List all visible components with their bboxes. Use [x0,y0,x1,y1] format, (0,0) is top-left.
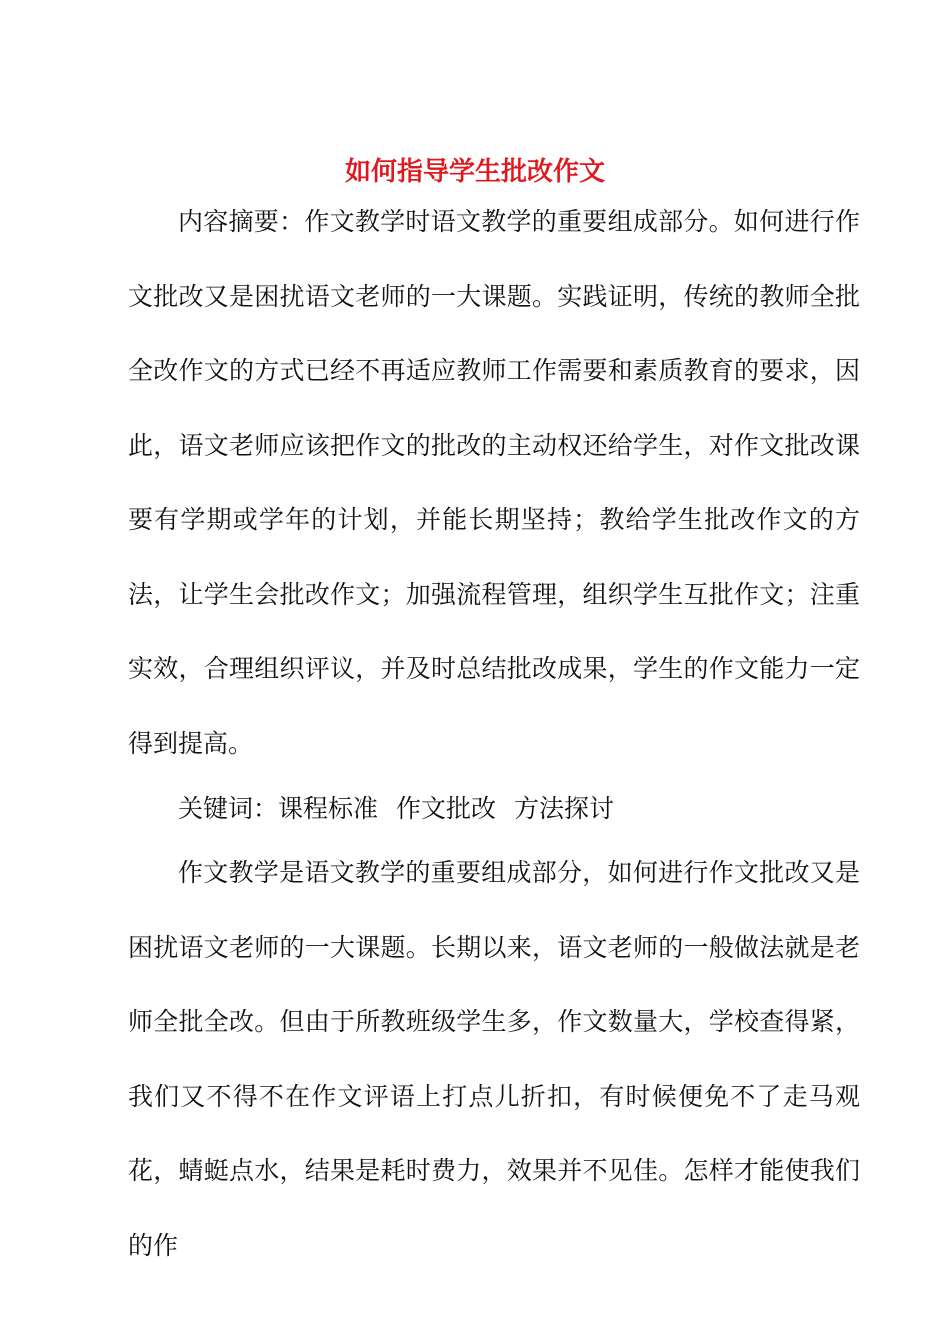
keyword-item: 作文批改 [396,794,497,823]
intro-paragraph: 作文教学是语文教学的重要组成部分，如何进行作文批改又是困扰语文老师的一大课题。长期以来，语文老师的一般做法就是老师全批全改。但由于所教班级学生多，作文数量大，学校查得紧，我们又不得不在作文评语上打点儿折扣，有时候便免不了走马观花，蜻蜓点水，结果是耗时费力，效果并不见佳。怎样才能使我们的作 [128,858,860,1260]
keywords-label: 关键词： [178,794,279,823]
keyword-item: 课程标准 [278,794,379,823]
abstract-paragraph: 内容摘要：作文教学时语文教学的重要组成部分。如何进行作文批改又是困扰语文老师的一大课题。实践证明，传统的教师全批全改作文的方式已经不再适应教师工作需要和素质教育的要求，因此，语文老师应该把作文的批改的主动权还给学生，对作文批改课要有学期或学年的计划，并能长期坚持；教给学生批改作文的方法，让学生会批改作文；加强流程管理，组织学生互批作文；注重实效，合理组织评议，并及时总结批改成果，学生的作文能力一定得到提高。 [128,207,860,758]
document-title: 如何指导学生批改作文 [344,157,605,187]
keyword-item: 方法探讨 [514,794,615,823]
